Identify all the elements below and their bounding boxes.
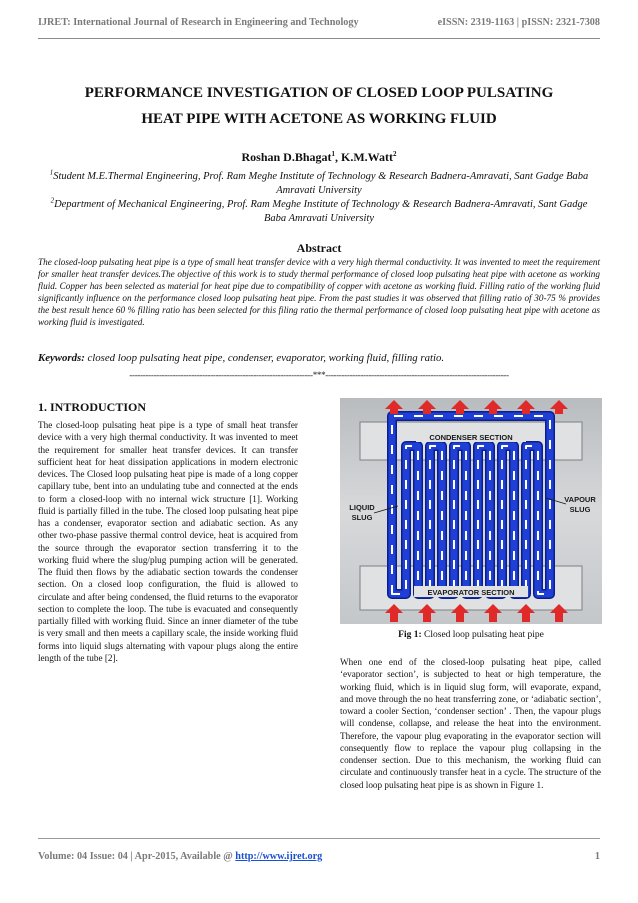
liquid-slug-label: SLUG [351,513,373,522]
abstract-text: The closed-loop pulsating heat pipe is a type of small heat transfer device with a very high thermal conductivity. It was invented to meet the requirement for smaller heat transfer devices.The objective of this work is to study thermal performance of closed loop pulsating heat pipe with acetone as working fluid. Copper has been selected as material for heat pipe due to compatibility of copper with acetone as working fluid. Filling ratio of the working fluid significantly influence on the performance closed loop pulsating heat pipe. From the past studies it was observed that filling ratio of 30-75 % provides the best result hence 60 % filling ratio has been selected for this filing ratio the thermal performance of closed loop pulsating heat pipe with acetone as working fluid is investigated. [38,257,600,328]
footer-rule [38,838,600,839]
authors [0,150,638,165]
journal-link[interactable]: http://www.ijret.org [235,851,323,862]
keywords-text: closed loop pulsating heat pipe, condenser, evaporator, working fluid, filling ratio. [84,352,445,364]
caption-label: Fig 1: [398,630,422,640]
paper-title [30,80,608,132]
affiliation-2-sup: 2 [50,196,55,205]
author-1: Roshan D.Bhagat [241,150,332,164]
affiliation-2 [40,198,598,225]
introduction-paragraph-1: The closed-loop pulsating heat pipe is a type of small heat transfer device with a very high thermal conductivity. It was invented to meet the requirement for smaller heat transfer devices. It can transfer sufficient heat for heat dissipation applications in modern electronic devices. The Closed loop pulsating heat pipe is made of a long copper capillary tube, bent into an undulating tube and connected at the ends to form a closed-loop with no internal wick structure [1]. Working fluid is partially filled in the tube. The closed loop pulsating heat pipe has a condenser, evaporator section and adiabatic section. As any other two-phase passive thermal control device, heat is acquired from the source through the evaporator section transferring it to the working fluid where the slug/plug pumping action will be generated. The fluid then flows by the adiabatic section towards the condenser section. On a closed loop configuration, the fluid is allowed to circulate and after being condensed, the fluid returns to the evaporator section to complete the loop. The tube is evacuated and consequently partially filled with working fluid. Since an inner diameter of the tube is very small and then meets a capillary scale, the inside working fluid forms into liquid slugs alternating with vapour plugs along the entire length of the tube [2]. [38,420,298,663]
figure-caption [340,630,602,640]
running-footer [38,851,600,862]
footer-volume-text: Volume: 04 Issue: 04 | Apr-2015, Available @ [38,851,236,862]
pulsating-heat-pipe-diagram [340,398,602,624]
title-line-2: HEAT PIPE WITH ACETONE AS WORKING FLUID [141,111,497,127]
affiliation-1 [40,170,598,197]
keywords-label: Keywords: [38,352,85,364]
figure-1 [340,398,602,624]
header-rule [38,38,600,39]
issn: eISSN: 2319-1163 | pISSN: 2321-7308 [437,17,600,28]
running-header [38,17,600,28]
page-number: 1 [594,851,600,862]
vapour-label: VAPOUR [564,495,596,504]
author-1-sup: 1 [331,150,336,158]
author-2-sup: 2 [393,150,397,158]
keywords [38,352,600,364]
evaporator-label: EVAPORATOR SECTION [427,588,515,597]
author-2: K.M.Watt [341,150,394,164]
footer-volume [38,851,322,862]
author-separator: , [335,150,342,164]
condenser-label: CONDENSER SECTION [429,433,513,442]
caption-text: Closed loop pulsating heat pipe [421,630,544,640]
journal-name: IJRET: International Journal of Research in Engineering and Technology [38,17,359,28]
vapour-slug-label: SLUG [569,505,591,514]
liquid-label: LIQUID [349,503,375,512]
affiliation-1-text: Student M.E.Thermal Engineering, Prof. Ram Meghe Institute of Technology & Research Badnera-Amravati, Sant Gadge Baba Amravati University [53,171,589,196]
title-line-1: PERFORMANCE INVESTIGATION OF CLOSED LOOP PULSATING [84,85,554,101]
affiliation-1-sup: 1 [49,168,54,177]
abstract-heading: Abstract [296,241,342,255]
section-separator: --------------------------------------------------------------------***-------------------------------------------------------------------- [129,370,509,380]
introduction-paragraph-2: When one end of the closed-loop pulsating heat pipe, called ‘evaporator section’, is subjected to heat or high temperature, the working fluid, which is in liquid slug form, will evaporate, expand, and move through the no heat transferring zone, or ‘adiabatic section’, toward a cooler Section, ‘condenser section’ . Then, the vapour plugs will condense, collapse, and release the heat into the environment. Therefore, the vapour plug evaporating in the evaporator section will consequently flow to replace the vapour plug collapsing in the condenser section. Due to this mechanism, the working fluid can circulate and continuously transfer heat in a cycle. The structure of the closed loop pulsating heat pipe is as shown in Figure 1. [340,657,601,790]
introduction-heading: 1. INTRODUCTION [38,400,147,414]
affiliation-2-text: Department of Mechanical Engineering, Prof. Ram Meghe Institute of Technology & Research Badnera-Amravati, Sant Gadge Baba Amravati University [54,199,588,224]
